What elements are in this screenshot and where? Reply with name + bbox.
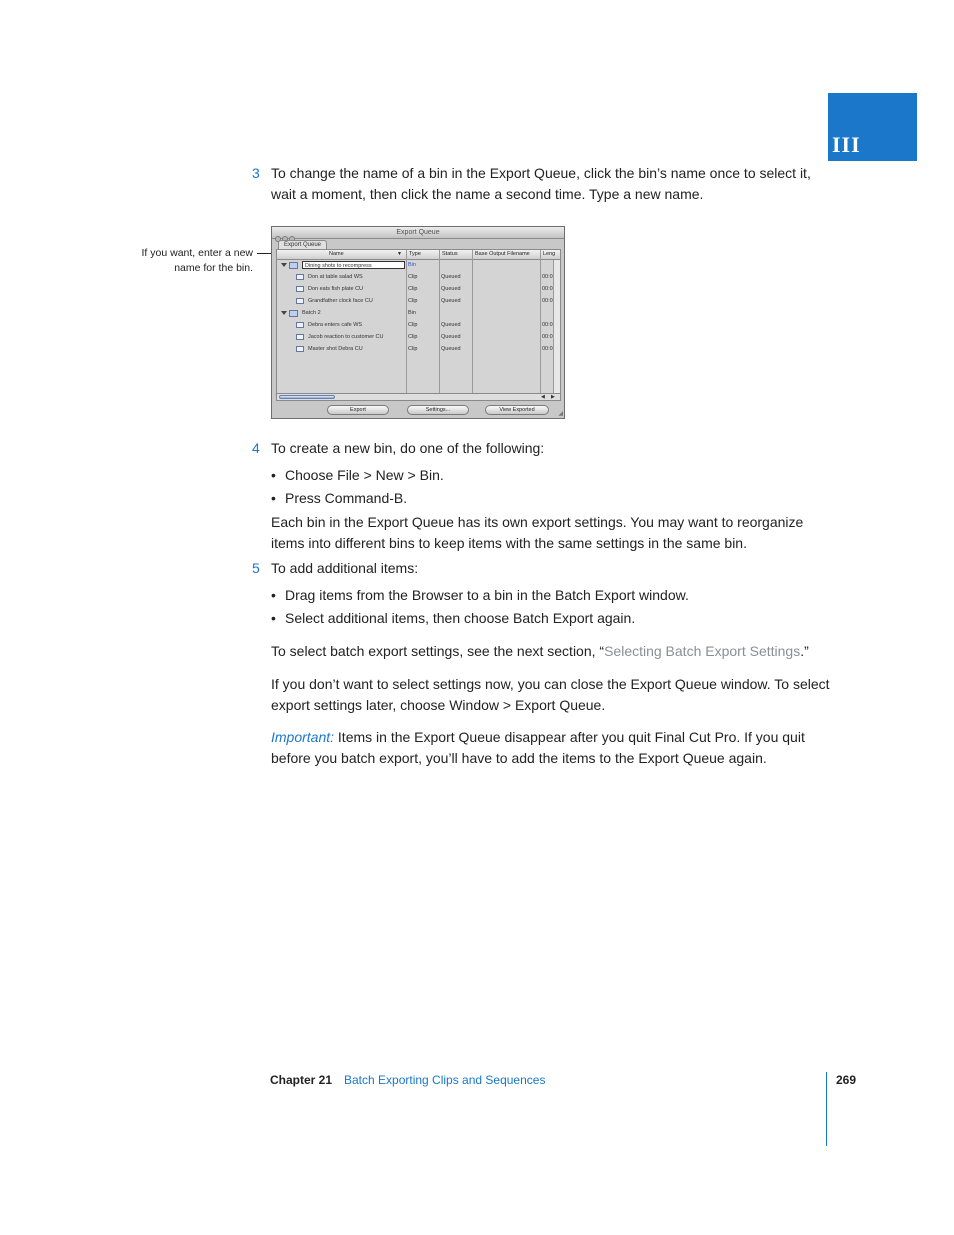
row-name: Master shot Debra CU [308,346,363,352]
list-item [271,608,635,628]
clip-icon [296,274,304,280]
row-type: Clip [408,346,418,352]
row-length: 00:0 [542,298,553,304]
callout-line-2: name for the bin. [174,262,253,274]
scroll-thumb[interactable] [279,395,335,399]
disclosure-triangle-icon[interactable] [281,311,287,315]
part-tab [828,93,917,161]
row-status: Queued [441,346,461,352]
footer-divider [826,1072,827,1146]
bin-name-input[interactable]: Dining shots to recompress [302,261,405,269]
step-3 [252,163,832,205]
horizontal-scrollbar[interactable] [276,393,561,401]
row-type: Bin [408,262,416,268]
step-5 [252,558,832,579]
important-text: Items in the Export Queue disappear after you quit Final Cut Pro. If you quit before you batch export, you’ll have to add the items to the Export Queue again. [271,729,805,766]
footer-chapter: Chapter 21 [270,1073,333,1087]
disclosure-triangle-icon[interactable] [281,263,287,267]
link-selecting-batch-export-settings[interactable]: Selecting Batch Export Settings [604,643,801,659]
table-row[interactable] [277,331,560,343]
tab-bar [272,239,564,249]
row-type: Bin [408,310,416,316]
row-type: Clip [408,334,418,340]
window-title: Export Queue [396,229,440,236]
scroll-right-icon[interactable]: ▶ [551,394,555,400]
text-after-link: .” [800,643,809,659]
bullet-icon: • [271,467,276,483]
step-number: 4 [252,440,260,456]
footer-chapter-title: Batch Exporting Clips and Sequences [344,1073,546,1087]
table-row[interactable] [277,343,560,355]
button-row [272,405,564,417]
callout-text [120,246,253,276]
page-number: 269 [836,1073,857,1087]
clip-icon [296,322,304,328]
row-type: Clip [408,286,418,292]
scroll-left-icon[interactable]: ◀ [541,394,545,400]
row-type: Clip [408,298,418,304]
row-length: 00:0 [542,334,553,340]
table-row[interactable] [277,307,560,319]
tab-export-queue[interactable]: Export Queue [278,240,327,250]
bullet-icon: • [271,610,276,626]
bullet-text: Choose File > New > Bin. [285,467,444,483]
row-name: Batch 2 [302,310,321,316]
row-status: Queued [441,322,461,328]
table-row[interactable] [277,295,560,307]
bullet-text: Drag items from the Browser to a bin in the Batch Export window. [285,587,689,603]
callout-line-1: If you want, enter a new [141,247,253,259]
bullet-icon: • [271,587,276,603]
clip-icon [296,286,304,292]
row-length: 00:0 [542,274,553,280]
clip-icon [296,298,304,304]
sort-arrow-icon[interactable]: ▼ [397,251,402,257]
row-status: Queued [441,334,461,340]
table-row[interactable] [277,319,560,331]
paragraph-close-window: If you don’t want to select settings now, you can close the Export Queue window. To select export settings later, choose Window > Export Queue. [271,676,830,713]
settings-button[interactable]: Settings... [407,405,469,415]
view-exported-button[interactable]: View Exported [485,405,549,415]
step-4 [252,438,832,459]
important-label: Important: [271,729,335,745]
row-type: Clip [408,274,418,280]
table-row[interactable] [277,271,560,283]
table-row[interactable] [277,283,560,295]
window-titlebar[interactable] [272,227,564,239]
col-base-output[interactable]: Base Output Filename [475,251,530,257]
row-status: Queued [441,298,461,304]
queue-list [276,249,561,397]
bullet-text: Select additional items, then choose Batch Export again. [285,610,636,626]
row-status: Queued [441,274,461,280]
important-note [271,727,831,768]
bin-icon [289,262,298,269]
paragraph-bins: Each bin in the Export Queue has its own export settings. You may want to reorganize items into different bins to keep items with the same settings in the same bin. [271,514,804,551]
row-name: Jacob reaction to customer CU [308,334,384,340]
table-row[interactable] [277,259,560,271]
col-status[interactable]: Status [442,251,458,257]
col-name[interactable]: Name [329,251,344,257]
export-queue-window [271,226,565,419]
step-text: To change the name of a bin in the Export Queue, click the bin’s name once to select it, wait a moment, then click the name a second time. Type a new name. [271,165,811,202]
list-item [271,465,444,485]
row-status: Queued [441,286,461,292]
step-text: To add additional items: [271,560,419,576]
row-name: Grandfather clock face CU [308,298,373,304]
list-item [271,488,407,508]
part-tab-label: III [832,132,861,157]
bullet-text: Press Command-B. [285,490,408,506]
row-type: Clip [408,322,418,328]
step-number: 5 [252,560,260,576]
resize-grip-icon[interactable]: ◢ [558,411,563,417]
col-type[interactable]: Type [409,251,421,257]
bin-icon [289,310,298,317]
row-length: 00:0 [542,286,553,292]
text-before-link: To select batch export settings, see the next section, “ [271,643,605,659]
export-button[interactable]: Export [327,405,389,415]
paragraph-select-settings [271,641,831,662]
row-length: 00:0 [542,322,553,328]
step-number: 3 [252,165,260,181]
clip-icon [296,334,304,340]
row-name: Don eats fish plate CU [308,286,364,292]
clip-icon [296,346,304,352]
bullet-icon: • [271,490,276,506]
row-name: Debra enters cafe WS [308,322,363,328]
step-text: To create a new bin, do one of the following: [271,440,545,456]
list-item [271,585,689,605]
row-name: Don at table salad WS [308,274,363,280]
row-length: 00:0 [542,346,553,352]
col-length[interactable]: Leng [543,251,556,257]
